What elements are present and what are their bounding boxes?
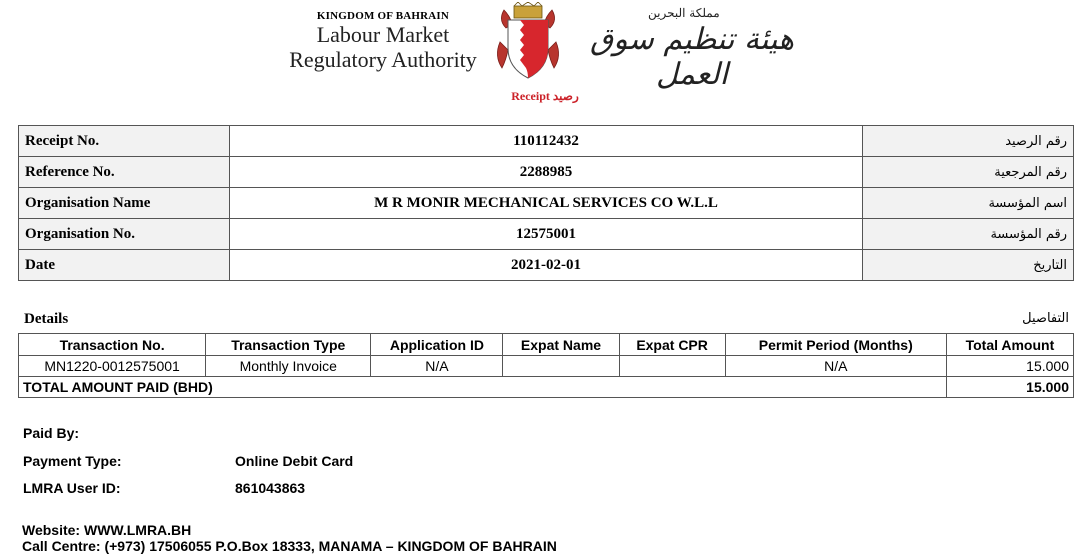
kingdom-label-arabic: مملكة البحرين (648, 6, 720, 20)
info-label: Date (19, 250, 230, 281)
info-label-arabic: رقم الرصيد (863, 126, 1074, 157)
column-header: Application ID (371, 334, 503, 356)
details-heading: Details (24, 311, 69, 327)
info-row (19, 188, 1074, 219)
kingdom-label: KINGDOM OF BAHRAIN (316, 10, 450, 22)
info-value: M R MONIR MECHANICAL SERVICES CO W.L.L (230, 188, 863, 219)
permit-period-cell: N/A (725, 356, 946, 377)
details-heading-arabic: التفاصيل (1022, 311, 1069, 326)
call-centre-line: Call Centre: (+973) 17506055 P.O.Box 18333, MANAMA – KINGDOM OF BAHRAIN (22, 538, 557, 554)
paid-by-label: Paid By: (23, 425, 80, 441)
total-value: 15.000 (946, 377, 1073, 398)
table-header-row (19, 334, 1074, 356)
lmra-user-id-label: LMRA User ID: (23, 480, 121, 496)
total-label: TOTAL AMOUNT PAID (BHD) (19, 377, 947, 398)
bahrain-emblem-logo (492, 2, 564, 82)
authority-name-english (280, 8, 486, 72)
lmra-user-id-value: 861043863 (235, 480, 306, 496)
column-header: Expat CPR (619, 334, 725, 356)
website-line: Website: WWW.LMRA.BH (22, 522, 192, 538)
transaction-type-cell: Monthly Invoice (206, 356, 371, 377)
authority-name-arabic: هيئة تنظيم سوق العمل (589, 22, 795, 92)
info-label-arabic: اسم المؤسسة (863, 188, 1074, 219)
column-header: Permit Period (Months) (725, 334, 946, 356)
info-value: 12575001 (230, 219, 863, 250)
total-amount-cell: 15.000 (946, 356, 1073, 377)
application-id-cell: N/A (371, 356, 503, 377)
transaction-no-cell: MN1220-0012575001 (19, 356, 206, 377)
transaction-details-table (18, 333, 1074, 398)
info-label: Organisation No. (19, 219, 230, 250)
info-row (19, 250, 1074, 281)
authority-line-1: Labour Market (316, 22, 450, 47)
info-value: 2021-02-01 (230, 250, 863, 281)
info-row (19, 157, 1074, 188)
payment-type-value: Online Debit Card (235, 453, 354, 469)
expat-cpr-cell (619, 356, 725, 377)
receipt-info-table (18, 125, 1074, 281)
info-label: Reference No. (19, 157, 230, 188)
info-value: 2288985 (230, 157, 863, 188)
info-label-arabic: التاريخ (863, 250, 1074, 281)
info-value: 110112432 (230, 126, 863, 157)
info-row (19, 219, 1074, 250)
receipt-title: Receipt رصيد (511, 89, 579, 103)
column-header: Transaction No. (19, 334, 206, 356)
payment-type-label: Payment Type: (23, 453, 122, 469)
info-row (19, 126, 1074, 157)
total-row (19, 377, 1074, 398)
info-label-arabic: رقم المرجعية (863, 157, 1074, 188)
column-header: Transaction Type (206, 334, 371, 356)
info-label-arabic: رقم المؤسسة (863, 219, 1074, 250)
expat-name-cell (503, 356, 619, 377)
table-row (19, 356, 1074, 377)
column-header: Expat Name (503, 334, 619, 356)
column-header: Total Amount (946, 334, 1073, 356)
info-label: Receipt No. (19, 126, 230, 157)
info-label: Organisation Name (19, 188, 230, 219)
authority-line-2: Regulatory Authority (289, 47, 477, 72)
